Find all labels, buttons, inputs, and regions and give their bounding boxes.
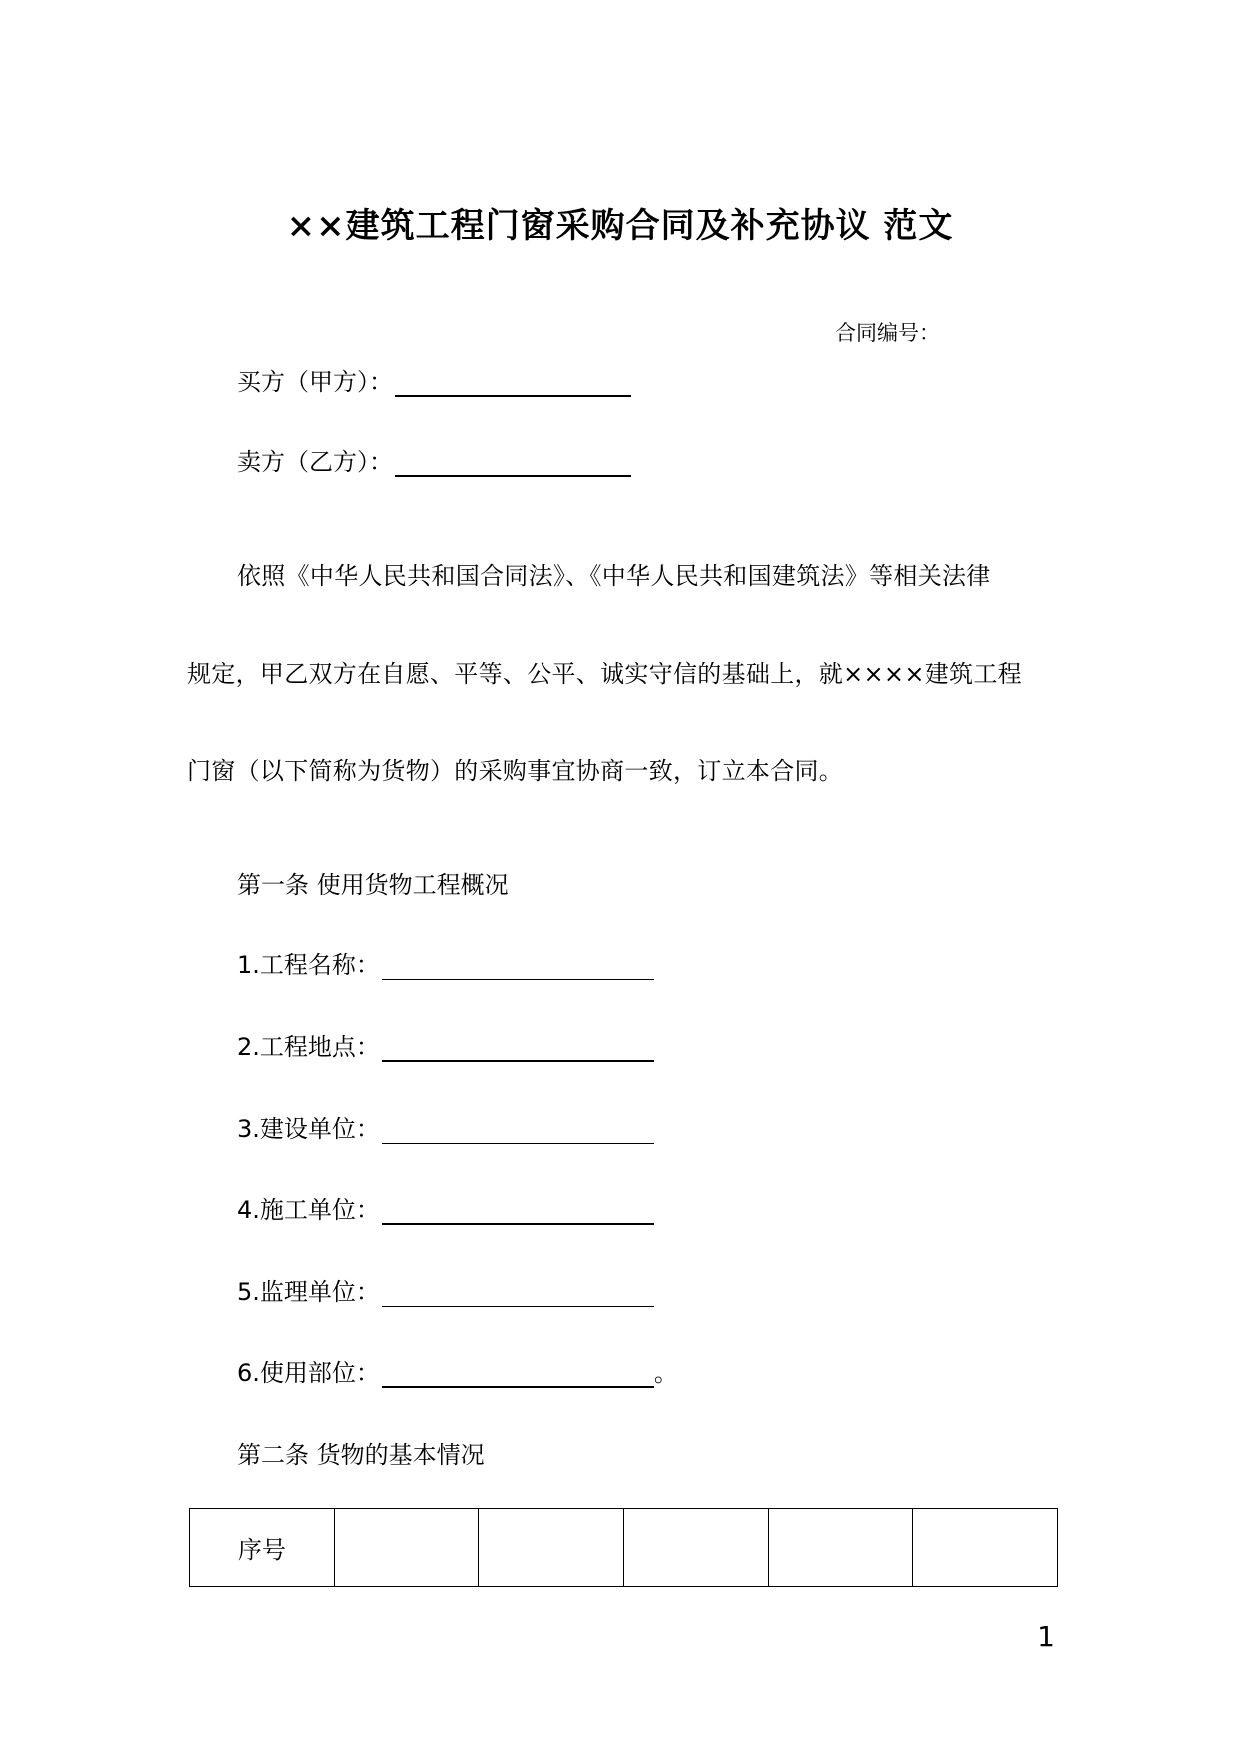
supervisor-unit-blank — [382, 1278, 654, 1307]
table-cell — [479, 1509, 624, 1587]
table-cell — [624, 1509, 769, 1587]
buyer-label: 买方（甲方）： — [237, 368, 393, 396]
builder-unit-label: 4.施工单位： — [237, 1196, 380, 1224]
construction-unit-line — [237, 1109, 654, 1144]
seller-label: 卖方（乙方）： — [237, 448, 393, 476]
table-cell — [913, 1509, 1058, 1587]
intro-line-2: 规定，甲乙双方在自愿、平等、公平、诚实守信的基础上，就××××建筑工程 — [187, 660, 1022, 688]
intro-line-1: 依照《中华人民共和国合同法》、《中华人民共和国建筑法》等相关法律 — [237, 562, 991, 590]
usage-location-label: 6.使用部位： — [237, 1359, 380, 1387]
page-number: 1 — [1037, 1620, 1055, 1653]
table-row — [190, 1509, 1058, 1587]
table-cell — [334, 1509, 479, 1587]
supervisor-unit-label: 5.监理单位： — [237, 1278, 380, 1306]
table-cell-serial: 序号 — [190, 1509, 335, 1587]
usage-location-end-mark: 。 — [653, 1359, 678, 1387]
project-location-line — [237, 1027, 654, 1062]
article-2-heading: 第二条 货物的基本情况 — [237, 1441, 485, 1469]
project-name-label: 1.工程名称： — [237, 951, 380, 979]
builder-unit-line — [237, 1190, 654, 1225]
supervisor-unit-line — [237, 1272, 654, 1307]
goods-table — [189, 1508, 1058, 1587]
construction-unit-label: 3.建设单位： — [237, 1115, 380, 1143]
project-name-line — [237, 945, 654, 980]
seller-blank — [395, 447, 631, 477]
seller-line — [237, 442, 631, 477]
usage-location-line — [237, 1353, 678, 1388]
buyer-blank — [395, 367, 631, 397]
intro-line-3: 门窗（以下简称为货物）的采购事宜协商一致，订立本合同。 — [187, 757, 844, 785]
contract-number-label: 合同编号： — [835, 321, 940, 345]
table-cell — [768, 1509, 913, 1587]
project-location-label: 2.工程地点： — [237, 1033, 380, 1061]
article-1-heading: 第一条 使用货物工程概况 — [237, 871, 509, 899]
project-name-blank — [382, 951, 654, 980]
document-title: ××建筑工程门窗采购合同及补充协议 范文 — [286, 206, 954, 246]
construction-unit-blank — [382, 1115, 654, 1144]
buyer-line — [237, 362, 631, 397]
project-location-blank — [382, 1032, 654, 1062]
usage-location-blank — [382, 1358, 654, 1388]
builder-unit-blank — [382, 1195, 654, 1225]
